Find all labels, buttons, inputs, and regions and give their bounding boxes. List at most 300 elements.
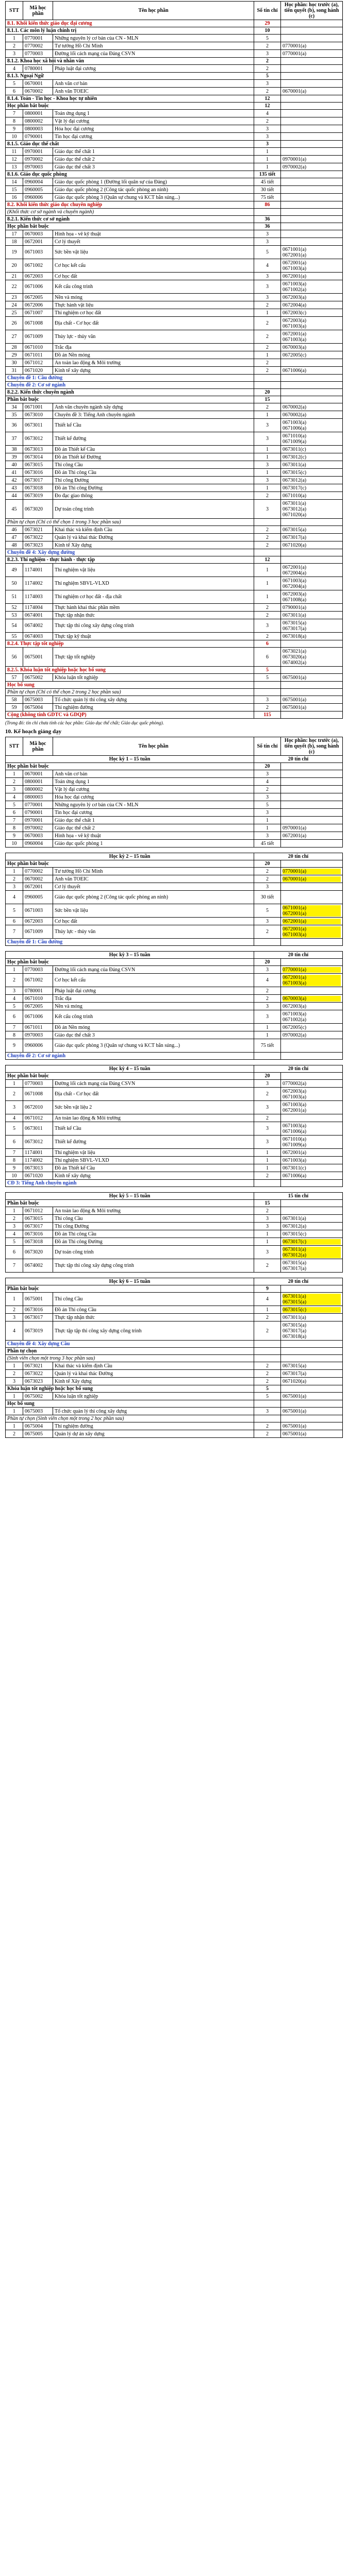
- table-row: [6, 549, 343, 556]
- course-prereq: [281, 770, 343, 778]
- course-name: Chuyên đề 3: Tiếng Anh chuyên ngành: [53, 411, 254, 419]
- course-code: 0674002: [23, 619, 53, 633]
- course-code: 0675003: [23, 696, 53, 704]
- row-number: 29: [6, 351, 23, 359]
- section-credits: [254, 375, 281, 382]
- row-number: 4: [6, 1230, 23, 1238]
- table-row: [6, 1172, 343, 1180]
- course-name: Sức bền vật liệu 2: [53, 1101, 254, 1114]
- row-number: 9: [6, 1039, 23, 1053]
- table-row: [6, 1306, 343, 1314]
- course-name: Thực tập thi công xây dựng công trình: [53, 1259, 254, 1273]
- section-prereq: [281, 171, 343, 178]
- course-prereq: [281, 492, 343, 500]
- semester-gap: [6, 1060, 343, 1065]
- course-credits: 3: [254, 230, 281, 238]
- table-row: [6, 1259, 343, 1273]
- course-credits: 2: [254, 117, 281, 125]
- course-prereq: [281, 125, 343, 133]
- course-prereq: [281, 1157, 343, 1164]
- course-credits: 5: [254, 904, 281, 918]
- course-name: Anh văn chuyên ngành xây dựng: [53, 403, 254, 411]
- row-number: 5: [6, 1122, 23, 1136]
- course-credits: 2: [254, 925, 281, 939]
- prereq-code: 0673015(a): [283, 1363, 307, 1369]
- section-prereq: [281, 640, 343, 648]
- course-prereq: [281, 432, 343, 446]
- prereq-code: 0672001(a): [283, 260, 307, 266]
- table-row: [6, 330, 343, 344]
- course-prereq: [281, 301, 343, 309]
- course-credits: 2: [254, 1172, 281, 1180]
- column-header: Tên học phần: [53, 737, 254, 756]
- prereq-code: 0671002(a): [283, 1016, 307, 1023]
- course-credits: 1: [254, 1149, 281, 1157]
- course-name: Kết cấu công trình: [53, 280, 254, 294]
- course-code: 1174004: [23, 604, 53, 612]
- course-prereq: [281, 110, 343, 117]
- course-name: Dự toán công trình: [53, 1246, 254, 1259]
- course-credits: 3: [254, 696, 281, 704]
- section-credits: [254, 519, 281, 526]
- row-number: 15: [6, 186, 23, 194]
- course-name: Khai thác và kiểm định Cầu: [53, 1362, 254, 1370]
- row-number: 3: [6, 50, 23, 58]
- prereq-code: 0674002(a): [283, 659, 307, 666]
- course-name: Giáo dục quốc phòng 1: [53, 840, 254, 848]
- table-row: [6, 396, 343, 403]
- row-number: 30: [6, 359, 23, 367]
- prereq-code: 0673011(a): [283, 1247, 341, 1252]
- course-prereq: [281, 793, 343, 801]
- document-page: [5, 0, 343, 1438]
- course-prereq: [281, 1031, 343, 1039]
- course-code: 0670002: [23, 875, 53, 883]
- course-code: 0970002: [23, 824, 53, 832]
- semester-name: Học kỳ 2 – 15 tuần: [6, 853, 254, 860]
- course-prereq: [281, 419, 343, 432]
- course-prereq: [281, 246, 343, 259]
- course-prereq: [281, 1293, 343, 1306]
- prereq-code: 0673015(a): [283, 620, 307, 626]
- course-credits: 30 tiết: [254, 891, 281, 904]
- course-code: 0673020: [23, 1246, 53, 1259]
- course-code: 0675004: [23, 704, 53, 711]
- course-credits: 3: [254, 294, 281, 301]
- table-row: [6, 959, 343, 966]
- course-name: Thực hành vật liệu: [53, 301, 254, 309]
- course-code: 0673014: [23, 453, 53, 461]
- prereq-code: 0671003(a): [283, 281, 307, 287]
- course-code: 0671007: [23, 309, 53, 317]
- section-label: Học bổ sung: [6, 682, 254, 689]
- table-row: [6, 133, 343, 141]
- course-credits: 1: [254, 411, 281, 419]
- table-row: [6, 1355, 343, 1362]
- prereq-code: 0770001(a): [283, 50, 307, 57]
- prereq-code: 0671003(a): [283, 932, 341, 938]
- course-name: Hóa học đại cương: [53, 125, 254, 133]
- section-credits: 115: [254, 711, 281, 719]
- course-credits: 2: [254, 868, 281, 875]
- table-row: [6, 648, 343, 667]
- course-name: Kinh tế Xây dựng: [53, 1378, 254, 1385]
- prereq-code: 0671008(a): [283, 597, 307, 603]
- prereq-code: 0675001(a): [283, 1423, 307, 1429]
- table-row: [6, 1164, 343, 1172]
- section-credits: 15: [254, 1200, 281, 1207]
- course-name: Sức bền vật liệu: [53, 246, 254, 259]
- course-name: Tổ chức quản lý thi công xây dựng: [53, 1408, 254, 1415]
- row-number: 3: [6, 1378, 23, 1385]
- course-code: 0673020: [23, 500, 53, 519]
- table-row: [6, 453, 343, 461]
- course-prereq: [281, 526, 343, 534]
- course-name: Đồ án Nền móng: [53, 1024, 254, 1031]
- course-credits: 2: [254, 541, 281, 549]
- course-prereq: [281, 65, 343, 73]
- course-code: 0671008: [23, 317, 53, 330]
- course-name: Nền và móng: [53, 294, 254, 301]
- column-header: STT: [6, 2, 23, 20]
- section-prereq: [281, 549, 343, 556]
- course-name: Cơ học kết cấu: [53, 974, 254, 987]
- course-credits: 2: [254, 1088, 281, 1101]
- section-credits: [254, 1180, 281, 1187]
- course-prereq: [281, 1259, 343, 1273]
- table-row: [6, 484, 343, 492]
- table-row: [6, 1010, 343, 1024]
- course-name: Anh văn TOEIC: [53, 875, 254, 883]
- row-number: 50: [6, 577, 23, 590]
- table-row: [6, 273, 343, 280]
- row-number: 9: [6, 832, 23, 840]
- course-prereq: [281, 696, 343, 704]
- section-prereq: [281, 1415, 343, 1422]
- course-name: Đồ án Thiết kế Đường: [53, 453, 254, 461]
- course-name: Trắc địa: [53, 344, 254, 351]
- section-credits: 12: [254, 95, 281, 103]
- row-number: 2: [6, 1306, 23, 1314]
- table-row: [6, 778, 343, 786]
- course-credits: 1: [254, 1230, 281, 1238]
- course-code: 0800002: [23, 117, 53, 125]
- course-prereq: [281, 1370, 343, 1378]
- row-number: 1: [6, 1393, 23, 1400]
- prereq-code: 0672003(a): [283, 591, 307, 597]
- course-name: Những nguyên lý cơ bản của CN - MLN: [53, 35, 254, 42]
- course-name: Hình họa - vẽ kỹ thuật: [53, 230, 254, 238]
- prereq-code: 0673017(a): [283, 1370, 307, 1377]
- table-row: [6, 1180, 343, 1187]
- course-credits: 2: [254, 403, 281, 411]
- course-prereq: [281, 648, 343, 667]
- row-number: 10: [6, 133, 23, 141]
- course-code: 0673011: [23, 1122, 53, 1136]
- prereq-code: 0770001(a): [283, 967, 341, 973]
- section-prereq: [281, 382, 343, 389]
- section-prereq: [281, 95, 343, 103]
- course-code: 0671010: [23, 344, 53, 351]
- course-name: Đồ án Thiết kế Cầu: [53, 446, 254, 453]
- course-prereq: [281, 80, 343, 88]
- table-row: [6, 411, 343, 419]
- course-name: Thực tập thi công xây dựng công trình: [53, 619, 254, 633]
- course-name: Kinh tế Xây dựng: [53, 541, 254, 549]
- course-code: 0672006: [23, 301, 53, 309]
- curriculum-table: [5, 1, 343, 719]
- row-number: 13: [6, 163, 23, 171]
- course-name: Thiết kế đường: [53, 1136, 254, 1149]
- section-prereq: [281, 73, 343, 80]
- row-number: 5: [6, 1238, 23, 1246]
- table-row: [6, 73, 343, 80]
- course-prereq: [281, 351, 343, 359]
- course-name: Thiết kế Cầu: [53, 419, 254, 432]
- course-code: 0673019: [23, 1321, 53, 1341]
- table-row: [6, 824, 343, 832]
- section-label: Học phần bắt buộc: [6, 1073, 254, 1080]
- table-row: [6, 556, 343, 564]
- table-row: [6, 163, 343, 171]
- table-row: [6, 65, 343, 73]
- row-number: 1: [6, 1080, 23, 1088]
- table-row: [6, 389, 343, 396]
- course-prereq: [281, 194, 343, 201]
- section-prereq: [281, 689, 343, 696]
- course-name: Đồ án Thi công Cầu: [53, 1230, 254, 1238]
- table-row: [6, 868, 343, 875]
- row-number: 1: [6, 1422, 23, 1430]
- course-credits: 2: [254, 1259, 281, 1273]
- table-row: [6, 995, 343, 1003]
- prereq-code: 0671001(a): [283, 246, 307, 252]
- course-credits: 75 tiết: [254, 194, 281, 201]
- course-prereq: [281, 1215, 343, 1223]
- table-row: [6, 280, 343, 294]
- course-prereq: [281, 918, 343, 925]
- prereq-code: 0670003(a): [283, 344, 307, 350]
- course-credits: 2: [254, 1430, 281, 1438]
- course-prereq: [281, 330, 343, 344]
- table-row: [6, 1362, 343, 1370]
- course-name: Giáo dục quốc phòng 3 (Quân sự chung và KCT bắn súng...): [53, 1039, 254, 1053]
- section-prereq: [281, 682, 343, 689]
- section-credits: 12: [254, 103, 281, 110]
- course-name: Anh văn cơ bản: [53, 770, 254, 778]
- course-prereq: [281, 987, 343, 995]
- row-number: 27: [6, 330, 23, 344]
- prereq-code: 0672005(c): [283, 352, 307, 358]
- course-code: 0671011: [23, 1024, 53, 1031]
- course-code: 0673016: [23, 469, 53, 477]
- teaching-plan-table: [5, 737, 343, 1438]
- course-prereq: [281, 280, 343, 294]
- course-code: 0673017: [23, 1314, 53, 1321]
- table-row: [6, 35, 343, 42]
- course-code: 0770001: [23, 35, 53, 42]
- table-row: [6, 238, 343, 246]
- row-number: 11: [6, 148, 23, 156]
- course-credits: 3: [254, 1136, 281, 1149]
- table-row: [6, 186, 343, 194]
- course-name: Hình họa - vẽ kỹ thuật: [53, 832, 254, 840]
- table-row: [6, 1024, 343, 1031]
- row-number: 5: [6, 1003, 23, 1010]
- course-code: 0673022: [23, 534, 53, 541]
- course-prereq: [281, 1238, 343, 1246]
- table-row: [6, 103, 343, 110]
- prereq-code: 0673021(a): [283, 648, 307, 654]
- course-code: 0960005: [23, 891, 53, 904]
- semester-header: [6, 853, 343, 860]
- course-code: 0673023: [23, 541, 53, 549]
- table-row: [6, 1073, 343, 1080]
- section-credits: 20: [254, 389, 281, 396]
- course-credits: 1: [254, 309, 281, 317]
- row-number: 49: [6, 564, 23, 577]
- course-name: Đo đạc giao thông: [53, 492, 254, 500]
- prereq-code: 0671006(a): [283, 1128, 307, 1134]
- table-row: [6, 432, 343, 446]
- row-number: 5: [6, 904, 23, 918]
- table-row: [6, 689, 343, 696]
- section-label: 8.2.4. Thực tập tốt nghiệp: [6, 640, 254, 648]
- section-credits: 5: [254, 1385, 281, 1393]
- course-name: Thực tập nhận thức: [53, 1314, 254, 1321]
- course-name: Thủy lực - thủy văn: [53, 330, 254, 344]
- course-prereq: [281, 534, 343, 541]
- table-row: [6, 246, 343, 259]
- course-name: Đường lối cách mạng của Đảng CSVN: [53, 1080, 254, 1088]
- section-credits: 2: [254, 58, 281, 65]
- table-row: [6, 674, 343, 682]
- course-prereq: [281, 367, 343, 375]
- semester-header: [6, 1193, 343, 1200]
- course-prereq: [281, 1230, 343, 1238]
- course-prereq: [281, 1362, 343, 1370]
- course-name: Kinh tế xây dựng: [53, 1172, 254, 1180]
- prereq-code: 0675001(a): [283, 704, 307, 710]
- course-credits: 1: [254, 1164, 281, 1172]
- course-name: Cơ lý thuyết: [53, 883, 254, 891]
- course-name: Toán ứng dụng 1: [53, 778, 254, 786]
- row-number: 9: [6, 125, 23, 133]
- table-row: [6, 633, 343, 640]
- course-code: 0800001: [23, 778, 53, 786]
- course-prereq: [281, 294, 343, 301]
- course-code: 0671001: [23, 403, 53, 411]
- table-row: [6, 446, 343, 453]
- table-row: [6, 891, 343, 904]
- course-credits: 3: [254, 1080, 281, 1088]
- table-row: [6, 500, 343, 519]
- table-row: [6, 1415, 343, 1422]
- section-prereq: [281, 375, 343, 382]
- course-code: 0671002: [23, 974, 53, 987]
- section-credits: 86: [254, 201, 281, 209]
- row-number: 58: [6, 696, 23, 704]
- course-name: Giáo dục thể chất 2: [53, 156, 254, 163]
- section-credits: [254, 1348, 281, 1355]
- section-label: 8.1.5. Giáo dục thể chất: [6, 141, 254, 148]
- course-code: 0970002: [23, 156, 53, 163]
- table-row: [6, 1039, 343, 1053]
- table-row: [6, 564, 343, 577]
- course-code: 1174001: [23, 564, 53, 577]
- row-number: 2: [6, 1088, 23, 1101]
- prereq-code: 0673011(a): [283, 1215, 306, 1222]
- row-number: 9: [6, 1164, 23, 1172]
- prereq-code: 0675001(a): [283, 674, 307, 681]
- course-code: 0672003: [23, 918, 53, 925]
- prereq-code: 0672001(a): [283, 926, 341, 932]
- course-credits: 2: [254, 367, 281, 375]
- prereq-code: 0673012(a): [283, 477, 307, 483]
- row-number: 2: [6, 875, 23, 883]
- section-label: 8.1.1. Các môn lý luận chính trị: [6, 27, 254, 35]
- table-row: [6, 469, 343, 477]
- course-code: 0675005: [23, 1430, 53, 1438]
- row-number: 3: [6, 987, 23, 995]
- course-code: 0670003: [23, 230, 53, 238]
- course-name: Thí nghiệm đường: [53, 704, 254, 711]
- section-label: 8.2.1. Kiến thức cơ sở ngành: [6, 216, 254, 223]
- table-row: [6, 974, 343, 987]
- row-number: 16: [6, 194, 23, 201]
- row-number: 10: [6, 1172, 23, 1180]
- course-name: Thi công Cầu: [53, 461, 254, 469]
- prereq-code: 0670002(a): [283, 412, 307, 418]
- prereq-code: 0673017(a): [283, 625, 307, 632]
- course-credits: 3: [254, 832, 281, 840]
- table-row: [6, 110, 343, 117]
- course-prereq: [281, 453, 343, 461]
- course-code: 0672005: [23, 1003, 53, 1010]
- table-row: [6, 640, 343, 648]
- row-number: 1: [6, 868, 23, 875]
- course-credits: 1: [254, 156, 281, 163]
- course-credits: 3: [254, 1003, 281, 1010]
- row-number: 48: [6, 541, 23, 549]
- row-number: 7: [6, 925, 23, 939]
- section-prereq: [281, 27, 343, 35]
- prereq-code: 0671003(a): [283, 1011, 307, 1017]
- table-row: [6, 1101, 343, 1114]
- course-credits: 3: [254, 1215, 281, 1223]
- course-credits: 2: [254, 317, 281, 330]
- row-number: 25: [6, 309, 23, 317]
- course-name: Khóa luận tốt nghiệp: [53, 674, 254, 682]
- course-credits: 2: [254, 987, 281, 995]
- course-name: Tin học đại cương: [53, 809, 254, 817]
- prereq-code: 0671020(a): [283, 1378, 307, 1384]
- table-row: [6, 682, 343, 689]
- course-name: Dự toán công trình: [53, 500, 254, 519]
- course-code: 0673018: [23, 484, 53, 492]
- table-row: [6, 519, 343, 526]
- row-number: 8: [6, 1031, 23, 1039]
- semester-credits: 15 tín chỉ: [254, 1193, 343, 1200]
- prereq-code: 0672003(a): [283, 317, 307, 324]
- row-number: 3: [6, 1101, 23, 1114]
- course-code: 0671006: [23, 1010, 53, 1024]
- row-number: 14: [6, 178, 23, 186]
- course-credits: 3: [254, 477, 281, 484]
- table-row: [6, 1293, 343, 1306]
- prereq-code: 0673017(c): [283, 485, 307, 491]
- course-name: Thiết kế Cầu: [53, 1122, 254, 1136]
